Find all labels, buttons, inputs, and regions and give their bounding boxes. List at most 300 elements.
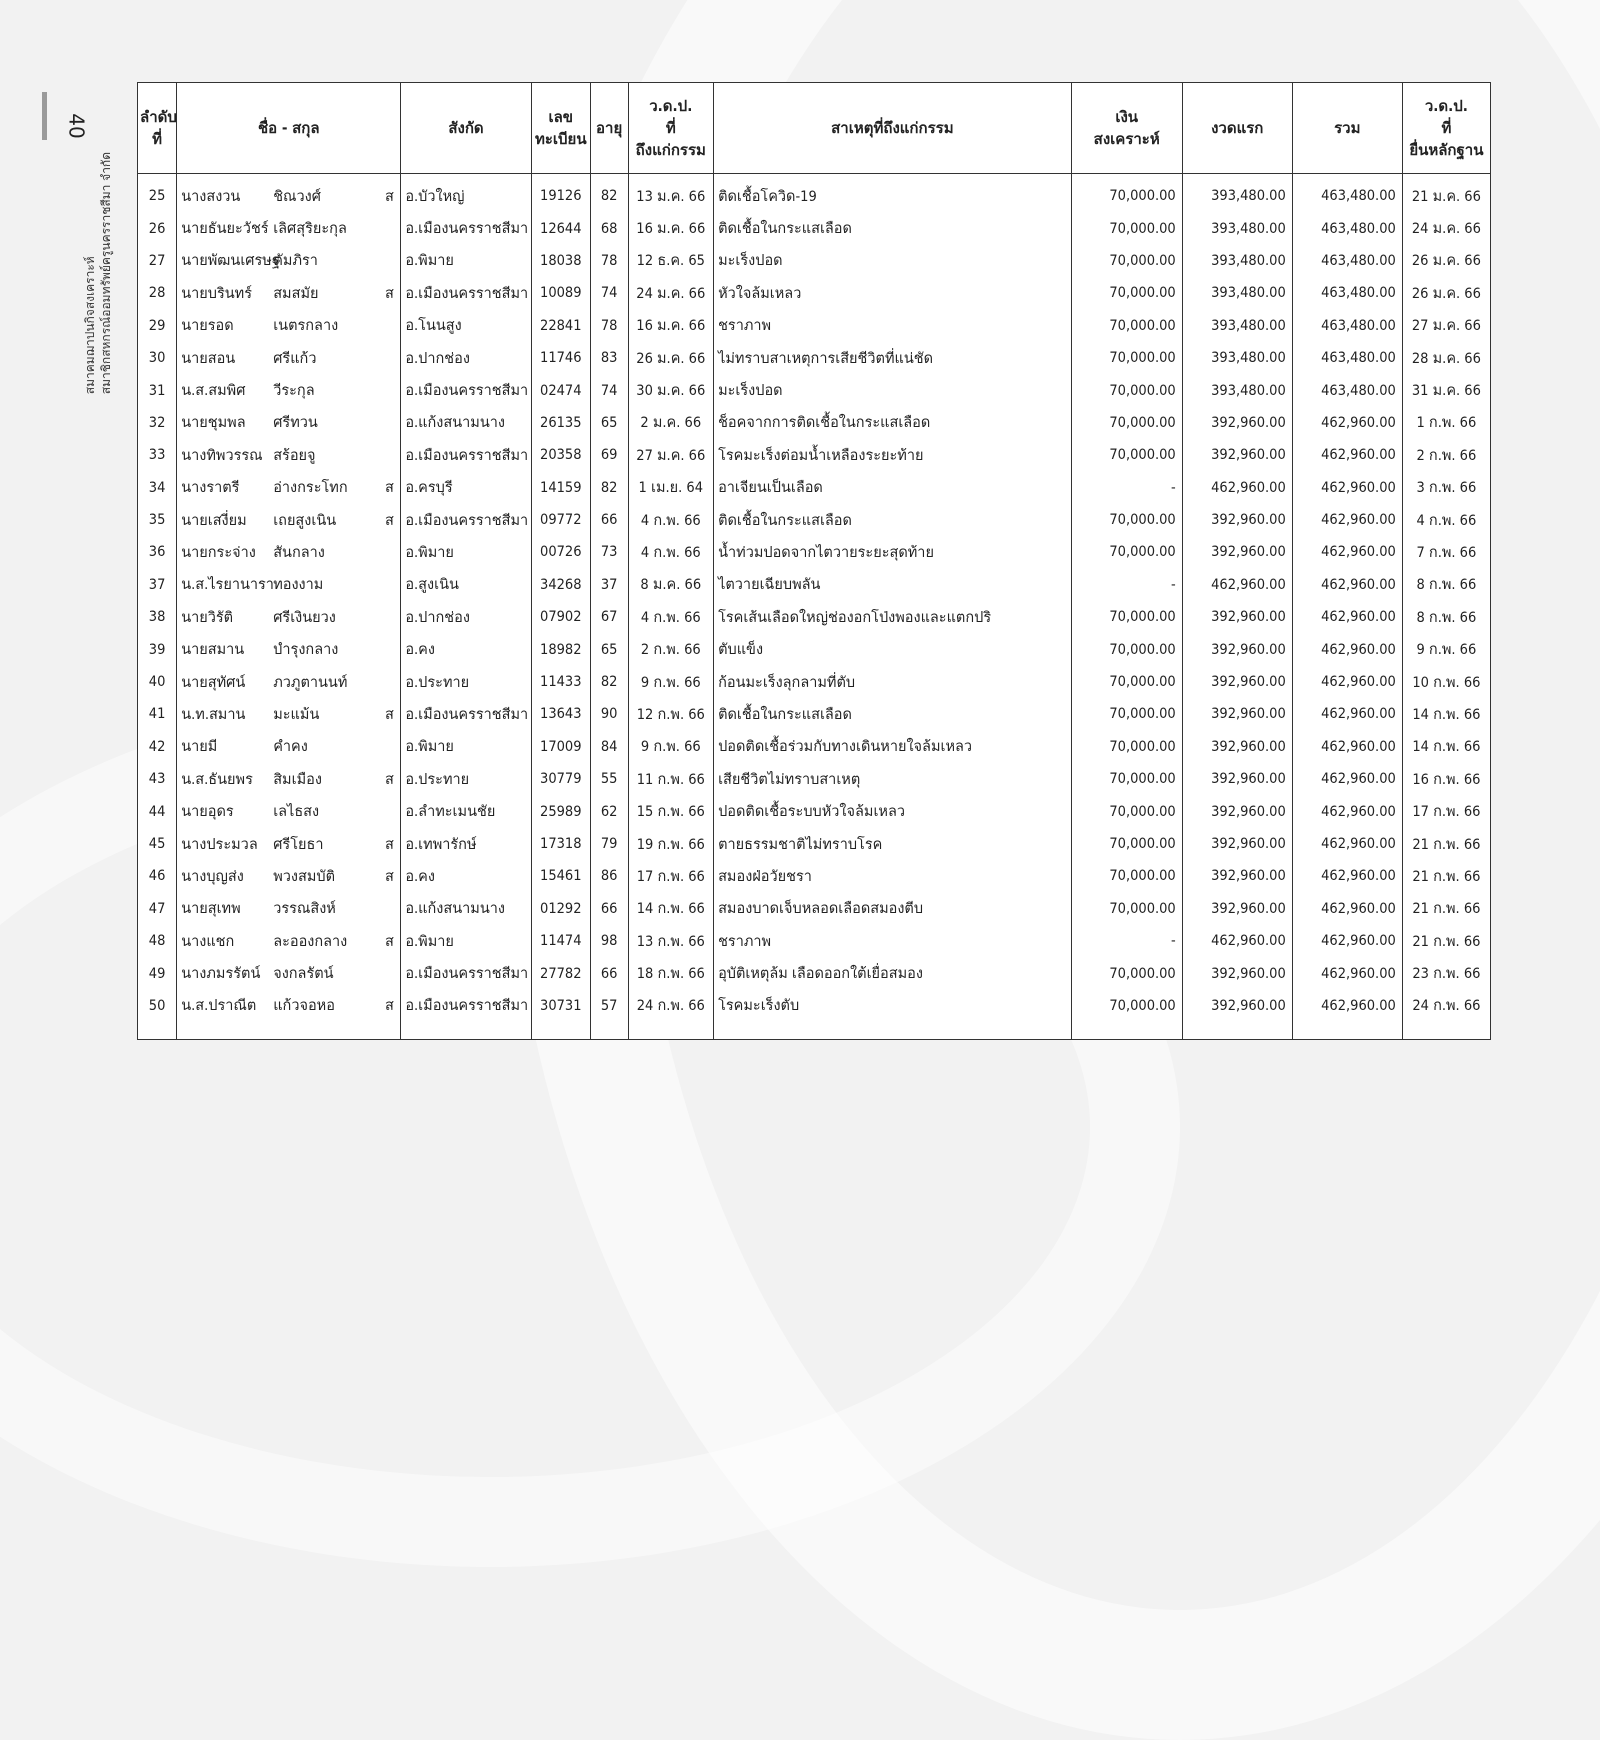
row-name [177, 174, 379, 213]
row-reg-no: 10089 [531, 277, 590, 309]
row-death-date: 24 ก.พ. 66 [628, 990, 714, 1022]
row-welfare: 70,000.00 [1071, 763, 1182, 795]
row-seq: 25 [138, 174, 177, 213]
row-welfare: - [1071, 569, 1182, 601]
row-affiliation: อ.สูงเนิน [401, 569, 531, 601]
row-death-date: 2 ก.พ. 66 [628, 633, 714, 665]
row-first-installment: 462,960.00 [1182, 925, 1292, 957]
table-row [138, 407, 1490, 439]
row-filed-date: 8 ก.พ. 66 [1402, 601, 1490, 633]
row-last-name: ศรีเงินยวง [273, 609, 336, 626]
row-name [177, 828, 379, 860]
row-filed-date: 1 ก.พ. 66 [1402, 407, 1490, 439]
row-seq: 48 [138, 925, 177, 957]
row-death-date: 13 ก.พ. 66 [628, 925, 714, 957]
row-filed-date: 28 ม.ค. 66 [1402, 342, 1490, 374]
row-cause: ติดเชื้อในกระแสเลือด [714, 212, 1072, 244]
row-cause: หัวใจล้มเหลว [714, 277, 1072, 309]
row-filed-date: 14 ก.พ. 66 [1402, 731, 1490, 763]
row-total: 462,960.00 [1292, 698, 1402, 730]
table-row [138, 957, 1490, 989]
row-affiliation: อ.เมืองนครราชสีมา [401, 439, 531, 471]
row-welfare: 70,000.00 [1071, 633, 1182, 665]
row-name [177, 666, 379, 698]
row-name [177, 925, 379, 957]
table-filler-row [138, 1022, 1490, 1039]
table-row [138, 342, 1490, 374]
row-first-name: น.ส.ปราณีต [181, 998, 257, 1015]
row-name [177, 698, 379, 730]
row-first-installment: 392,960.00 [1182, 731, 1292, 763]
row-total: 462,960.00 [1292, 763, 1402, 795]
row-age: 78 [590, 245, 628, 277]
row-welfare: 70,000.00 [1071, 828, 1182, 860]
row-reg-no: 18982 [531, 633, 590, 665]
row-name [177, 342, 379, 374]
table-row [138, 893, 1490, 925]
row-first-name: นายสุทัศน์ [181, 674, 246, 691]
row-last-name: ภวภูตานนท์ [273, 674, 348, 691]
row-reg-no: 00726 [531, 536, 590, 568]
row-name [177, 245, 379, 277]
row-status-mark [378, 601, 400, 633]
header-age: อายุ [590, 83, 628, 174]
row-reg-no: 22841 [531, 310, 590, 342]
row-first-installment: 393,480.00 [1182, 310, 1292, 342]
row-filed-date: 26 ม.ค. 66 [1402, 277, 1490, 309]
table-header-row [138, 83, 1490, 174]
row-affiliation: อ.เมืองนครราชสีมา [401, 698, 531, 730]
row-age: 65 [590, 633, 628, 665]
row-cause: ตับแข็ง [714, 633, 1072, 665]
row-first-installment: 392,960.00 [1182, 666, 1292, 698]
row-seq: 47 [138, 893, 177, 925]
row-filed-date: 24 ม.ค. 66 [1402, 212, 1490, 244]
row-filed-date: 9 ก.พ. 66 [1402, 633, 1490, 665]
row-filed-date: 8 ก.พ. 66 [1402, 569, 1490, 601]
row-first-name: นายกระจ่าง [181, 544, 256, 561]
row-name [177, 795, 379, 827]
row-seq: 39 [138, 633, 177, 665]
row-death-date: 18 ก.พ. 66 [628, 957, 714, 989]
row-death-date: 30 ม.ค. 66 [628, 374, 714, 406]
filler-cell [531, 1022, 590, 1039]
row-first-name: นายมี [181, 739, 218, 756]
table-row [138, 277, 1490, 309]
row-welfare: 70,000.00 [1071, 504, 1182, 536]
row-last-name: ศรีโยธา [273, 836, 324, 853]
row-first-installment: 392,960.00 [1182, 439, 1292, 471]
row-status-mark [378, 666, 400, 698]
row-status-mark [378, 212, 400, 244]
row-status-mark: ส [378, 174, 400, 213]
row-reg-no: 17318 [531, 828, 590, 860]
row-last-name: สร้อยจู [273, 447, 316, 464]
row-affiliation: อ.คง [401, 633, 531, 665]
members-death-table [137, 82, 1491, 1040]
row-affiliation: อ.โนนสูง [401, 310, 531, 342]
row-seq: 33 [138, 439, 177, 471]
row-filed-date: 21 ม.ค. 66 [1402, 174, 1490, 213]
row-first-name: นางสงวน [181, 188, 241, 205]
row-affiliation: อ.เมืองนครราชสีมา [401, 374, 531, 406]
row-status-mark: ส [378, 828, 400, 860]
row-filed-date: 16 ก.พ. 66 [1402, 763, 1490, 795]
row-name [177, 763, 379, 795]
row-total: 462,960.00 [1292, 536, 1402, 568]
table-row [138, 245, 1490, 277]
table-row [138, 504, 1490, 536]
row-seq: 36 [138, 536, 177, 568]
row-name [177, 277, 379, 309]
row-status-mark: ส [378, 698, 400, 730]
row-cause: ติดเชื้อโควิด-19 [714, 174, 1072, 213]
row-age: 82 [590, 472, 628, 504]
row-death-date: 11 ก.พ. 66 [628, 763, 714, 795]
row-affiliation: อ.ปากช่อง [401, 601, 531, 633]
row-total: 462,960.00 [1292, 504, 1402, 536]
row-first-installment: 393,480.00 [1182, 245, 1292, 277]
table-row [138, 828, 1490, 860]
row-welfare: 70,000.00 [1071, 174, 1182, 213]
row-affiliation: อ.แก้งสนามนาง [401, 407, 531, 439]
row-welfare: 70,000.00 [1071, 990, 1182, 1022]
row-death-date: 17 ก.พ. 66 [628, 860, 714, 892]
row-filed-date: 21 ก.พ. 66 [1402, 893, 1490, 925]
row-filed-date: 4 ก.พ. 66 [1402, 504, 1490, 536]
row-seq: 34 [138, 472, 177, 504]
row-name [177, 472, 379, 504]
row-reg-no: 15461 [531, 860, 590, 892]
row-age: 65 [590, 407, 628, 439]
row-seq: 35 [138, 504, 177, 536]
row-seq: 43 [138, 763, 177, 795]
row-first-name: นางภมรรัตน์ [181, 966, 261, 983]
header-first-installment: งวดแรก [1182, 83, 1292, 174]
row-seq: 44 [138, 795, 177, 827]
row-reg-no: 26135 [531, 407, 590, 439]
row-reg-no: 01292 [531, 893, 590, 925]
side-caption-line-1: สมาคมฌาปนกิจสงเคราะห์ [83, 256, 97, 395]
row-cause: โรคมะเร็งต่อมน้ำเหลืองระยะท้าย [714, 439, 1072, 471]
row-age: 90 [590, 698, 628, 730]
row-last-name: ศรีแก้ว [273, 350, 317, 367]
filler-cell [1182, 1022, 1292, 1039]
row-age: 83 [590, 342, 628, 374]
row-last-name: ละอองกลาง [273, 933, 348, 950]
row-cause: โรคมะเร็งตับ [714, 990, 1072, 1022]
row-first-name: นายอุดร [181, 804, 234, 821]
header-death-date: ว.ด.ป. ที่ ถึงแก่กรรม [628, 83, 714, 174]
row-death-date: 12 ธ.ค. 65 [628, 245, 714, 277]
row-age: 84 [590, 731, 628, 763]
row-age: 66 [590, 893, 628, 925]
row-filed-date: 23 ก.พ. 66 [1402, 957, 1490, 989]
row-filed-date: 21 ก.พ. 66 [1402, 860, 1490, 892]
row-seq: 27 [138, 245, 177, 277]
row-total: 463,480.00 [1292, 342, 1402, 374]
filler-cell [177, 1022, 379, 1039]
row-seq: 40 [138, 666, 177, 698]
row-seq: 26 [138, 212, 177, 244]
row-seq: 41 [138, 698, 177, 730]
row-total: 462,960.00 [1292, 893, 1402, 925]
row-last-name: บำรุงกลาง [273, 642, 339, 659]
row-filed-date: 3 ก.พ. 66 [1402, 472, 1490, 504]
row-age: 66 [590, 504, 628, 536]
row-welfare: 70,000.00 [1071, 342, 1182, 374]
row-status-mark [378, 342, 400, 374]
row-affiliation: อ.ครบุรี [401, 472, 531, 504]
row-status-mark [378, 731, 400, 763]
row-welfare: 70,000.00 [1071, 245, 1182, 277]
row-affiliation: อ.บัวใหญ่ [401, 174, 531, 213]
row-death-date: 1 เม.ย. 64 [628, 472, 714, 504]
row-reg-no: 30731 [531, 990, 590, 1022]
row-seq: 45 [138, 828, 177, 860]
row-death-date: 12 ก.พ. 66 [628, 698, 714, 730]
row-total: 462,960.00 [1292, 472, 1402, 504]
row-name [177, 504, 379, 536]
row-cause: ตายธรรมชาติไม่ทราบโรค [714, 828, 1072, 860]
table-row [138, 698, 1490, 730]
row-total: 462,960.00 [1292, 666, 1402, 698]
row-first-name: นายสอน [181, 350, 236, 367]
row-seq: 37 [138, 569, 177, 601]
row-cause: สมองฝ่อวัยชรา [714, 860, 1072, 892]
row-cause: ปอดติดเชื้อร่วมกับทางเดินหายใจล้มเหลว [714, 731, 1072, 763]
row-reg-no: 25989 [531, 795, 590, 827]
row-last-name: ชิณวงศ์ [273, 188, 321, 205]
filler-cell [138, 1022, 177, 1039]
row-name [177, 374, 379, 406]
filler-cell [401, 1022, 531, 1039]
row-status-mark [378, 310, 400, 342]
row-cause: โรคเส้นเลือดใหญ่ช่องอกโป่งพองและแตกปริ [714, 601, 1072, 633]
table-row [138, 569, 1490, 601]
row-affiliation: อ.ประทาย [401, 666, 531, 698]
table-row [138, 666, 1490, 698]
row-total: 462,960.00 [1292, 731, 1402, 763]
row-first-installment: 392,960.00 [1182, 795, 1292, 827]
row-death-date: 8 ม.ค. 66 [628, 569, 714, 601]
row-total: 463,480.00 [1292, 174, 1402, 213]
row-affiliation: อ.เมืองนครราชสีมา [401, 212, 531, 244]
row-welfare: 70,000.00 [1071, 666, 1182, 698]
table-row [138, 536, 1490, 568]
row-name [177, 893, 379, 925]
row-death-date: 9 ก.พ. 66 [628, 666, 714, 698]
row-first-installment: 462,960.00 [1182, 472, 1292, 504]
row-status-mark: ส [378, 472, 400, 504]
row-cause: ติดเชื้อในกระแสเลือด [714, 698, 1072, 730]
row-last-name: เลิศสุริยะกุล [273, 221, 347, 238]
row-total: 462,960.00 [1292, 990, 1402, 1022]
row-last-name: แก้วจอหอ [273, 998, 335, 1015]
row-status-mark: ส [378, 277, 400, 309]
row-age: 98 [590, 925, 628, 957]
table-row [138, 763, 1490, 795]
row-last-name: สมสมัย [273, 285, 319, 302]
row-first-name: นายชุมพล [181, 415, 246, 432]
row-first-name: น.ท.สมาน [181, 706, 246, 723]
row-total: 462,960.00 [1292, 601, 1402, 633]
row-name [177, 212, 379, 244]
row-first-installment: 392,960.00 [1182, 601, 1292, 633]
row-age: 82 [590, 174, 628, 213]
row-reg-no: 11474 [531, 925, 590, 957]
data-table [138, 83, 1490, 1039]
row-total: 463,480.00 [1292, 374, 1402, 406]
row-filed-date: 27 ม.ค. 66 [1402, 310, 1490, 342]
row-total: 462,960.00 [1292, 569, 1402, 601]
table-row [138, 310, 1490, 342]
row-last-name: จงกลรัตน์ [273, 966, 334, 983]
row-name [177, 990, 379, 1022]
header-welfare: เงิน สงเคราะห์ [1071, 83, 1182, 174]
row-status-mark [378, 536, 400, 568]
row-status-mark: ส [378, 504, 400, 536]
row-reg-no: 19126 [531, 174, 590, 213]
header-name: ชื่อ - สกุล [177, 83, 401, 174]
row-first-name: นายวิรัติ [181, 609, 234, 626]
table-row [138, 212, 1490, 244]
row-reg-no: 27782 [531, 957, 590, 989]
row-welfare: 70,000.00 [1071, 601, 1182, 633]
row-first-installment: 392,960.00 [1182, 633, 1292, 665]
row-first-name: น.ส.ธันยพร [181, 771, 253, 788]
row-welfare: 70,000.00 [1071, 212, 1182, 244]
row-welfare: 70,000.00 [1071, 277, 1182, 309]
row-death-date: 16 ม.ค. 66 [628, 310, 714, 342]
row-status-mark [378, 374, 400, 406]
row-last-name: อ่างกระโทก [273, 480, 348, 497]
row-first-name: นายพัฒนเศรษฐ [181, 253, 280, 270]
row-welfare: 70,000.00 [1071, 536, 1182, 568]
table-row [138, 601, 1490, 633]
row-cause: ชราภาพ [714, 925, 1072, 957]
row-total: 463,480.00 [1292, 310, 1402, 342]
table-row [138, 795, 1490, 827]
row-seq: 38 [138, 601, 177, 633]
row-status-mark [378, 795, 400, 827]
table-row [138, 174, 1490, 213]
row-age: 55 [590, 763, 628, 795]
row-welfare: 70,000.00 [1071, 795, 1182, 827]
row-first-name: นายธันยะวัชร์ [181, 221, 269, 238]
row-cause: ก้อนมะเร็งลุกลามที่ตับ [714, 666, 1072, 698]
row-last-name: วรรณสิงห์ [273, 901, 336, 918]
row-first-name: นายสมาน [181, 642, 245, 659]
row-age: 74 [590, 374, 628, 406]
row-age: 62 [590, 795, 628, 827]
row-first-installment: 392,960.00 [1182, 990, 1292, 1022]
row-status-mark [378, 569, 400, 601]
row-status-mark [378, 893, 400, 925]
row-first-installment: 392,960.00 [1182, 407, 1292, 439]
row-reg-no: 20358 [531, 439, 590, 471]
row-status-mark [378, 633, 400, 665]
row-filed-date: 14 ก.พ. 66 [1402, 698, 1490, 730]
row-last-name: เลไธสง [273, 804, 320, 821]
row-status-mark [378, 245, 400, 277]
row-name [177, 310, 379, 342]
row-first-name: นางบุญส่ง [181, 868, 244, 885]
row-age: 78 [590, 310, 628, 342]
row-filed-date: 21 ก.พ. 66 [1402, 828, 1490, 860]
row-affiliation: อ.แก้งสนามนาง [401, 893, 531, 925]
row-seq: 31 [138, 374, 177, 406]
row-first-name: นายบรินทร์ [181, 285, 253, 302]
filler-cell [378, 1022, 400, 1039]
row-filed-date: 31 ม.ค. 66 [1402, 374, 1490, 406]
row-first-installment: 392,960.00 [1182, 536, 1292, 568]
filler-cell [628, 1022, 714, 1039]
row-cause: ปอดติดเชื้อระบบหัวใจล้มเหลว [714, 795, 1072, 827]
row-seq: 42 [138, 731, 177, 763]
header-reg-no: เลข ทะเบียน [531, 83, 590, 174]
filler-cell [1071, 1022, 1182, 1039]
row-first-installment: 392,960.00 [1182, 860, 1292, 892]
row-reg-no: 14159 [531, 472, 590, 504]
row-status-mark [378, 957, 400, 989]
row-filed-date: 17 ก.พ. 66 [1402, 795, 1490, 827]
row-total: 462,960.00 [1292, 795, 1402, 827]
row-filed-date: 7 ก.พ. 66 [1402, 536, 1490, 568]
row-reg-no: 30779 [531, 763, 590, 795]
row-affiliation: อ.เมืองนครราชสีมา [401, 504, 531, 536]
row-affiliation: อ.เมืองนครราชสีมา [401, 990, 531, 1022]
row-cause: ช็อคจากการติดเชื้อในกระแสเลือด [714, 407, 1072, 439]
row-first-installment: 392,960.00 [1182, 763, 1292, 795]
table-row [138, 633, 1490, 665]
row-welfare: 70,000.00 [1071, 731, 1182, 763]
row-filed-date: 24 ก.พ. 66 [1402, 990, 1490, 1022]
row-total: 462,960.00 [1292, 439, 1402, 471]
row-total: 462,960.00 [1292, 633, 1402, 665]
row-age: 73 [590, 536, 628, 568]
row-reg-no: 07902 [531, 601, 590, 633]
row-death-date: 4 ก.พ. 66 [628, 536, 714, 568]
row-affiliation: อ.พิมาย [401, 245, 531, 277]
row-filed-date: 10 ก.พ. 66 [1402, 666, 1490, 698]
row-age: 82 [590, 666, 628, 698]
row-total: 462,960.00 [1292, 957, 1402, 989]
row-first-installment: 393,480.00 [1182, 374, 1292, 406]
row-welfare: 70,000.00 [1071, 407, 1182, 439]
row-affiliation: อ.คง [401, 860, 531, 892]
row-status-mark [378, 439, 400, 471]
page-number: 40 [64, 113, 89, 139]
row-reg-no: 11746 [531, 342, 590, 374]
row-name [177, 439, 379, 471]
row-cause: ติดเชื้อในกระแสเลือด [714, 504, 1072, 536]
row-last-name: พวงสมบัติ [273, 868, 336, 885]
row-welfare: 70,000.00 [1071, 374, 1182, 406]
side-accent-bar [42, 92, 47, 140]
row-first-name: นางราตรี [181, 480, 240, 497]
row-first-installment: 393,480.00 [1182, 212, 1292, 244]
row-first-name: นางทิพวรรณ [181, 447, 263, 464]
row-death-date: 13 ม.ค. 66 [628, 174, 714, 213]
row-age: 69 [590, 439, 628, 471]
row-first-installment: 392,960.00 [1182, 698, 1292, 730]
row-age: 74 [590, 277, 628, 309]
row-reg-no: 18038 [531, 245, 590, 277]
row-cause: อุบัติเหตุล้ม เลือดออกใต้เยื่อสมอง [714, 957, 1072, 989]
row-cause: ชราภาพ [714, 310, 1072, 342]
row-affiliation: อ.ลำทะเมนชัย [401, 795, 531, 827]
